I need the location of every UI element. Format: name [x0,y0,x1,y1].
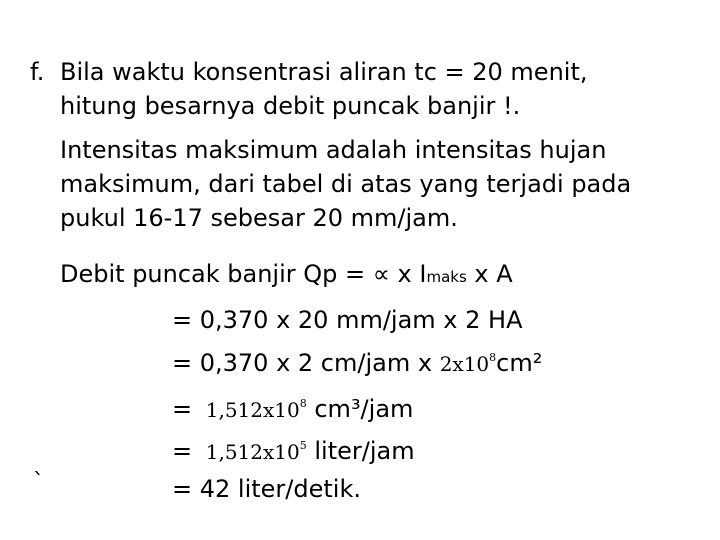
alpha-symbol: ∝ [372,260,390,288]
step-4 [172,431,415,467]
step-2-prefix: = 0,370 x 2 cm/jam x [172,349,440,377]
step-4-math: 1,512x10 [205,440,300,464]
step-3-unit: cm³/jam [306,395,414,423]
step-3-math: 1,512x10 [205,398,300,422]
formula-line [60,259,513,292]
formula-times-a: x A [466,260,513,288]
question-line-5: pukul 16-17 sebesar 20 mm/jam. [60,204,458,232]
question-line-3: Intensitas maksimum adalah intensitas hujan [60,136,607,164]
step-2 [172,343,542,379]
maks-subscript: maks [426,268,467,286]
step-5: = 42 liter/detik. [172,475,361,503]
step-4-exponent: 5 [299,439,307,452]
stray-mark: ` [33,470,44,495]
step-2-math: 2x10 [439,352,490,376]
step-3 [172,389,413,425]
question-line-4: maksimum, dari tabel di atas yang terjadi pada [60,170,632,198]
step-3-exponent: 8 [299,397,307,410]
step-1: = 0,370 x 20 mm/jam x 2 HA [172,306,523,334]
formula-times-i: x I [389,260,427,288]
question-line-2: hitung besarnya debit puncak banjir !. [60,92,521,120]
step-2-exponent: 8 [489,351,497,364]
step-3-eq: = [172,395,200,423]
step-4-eq: = [172,437,200,465]
formula-prefix: Debit puncak banjir Qp = [60,260,373,288]
item-marker: f. [30,58,45,86]
step-4-unit: liter/jam [306,437,415,465]
step-2-unit: cm² [496,349,543,377]
question-line-1: Bila waktu konsentrasi aliran tc = 20 menit, [60,58,588,86]
